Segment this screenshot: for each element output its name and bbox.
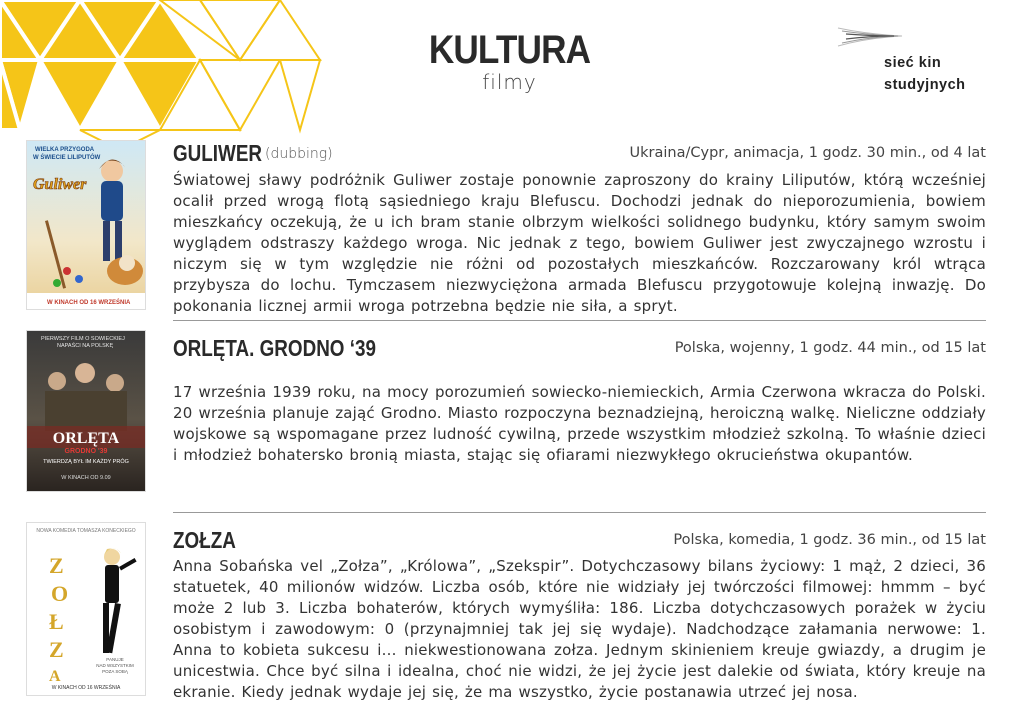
svg-text:GRODNO '39: GRODNO '39 — [64, 448, 108, 455]
svg-text:PANUJE: PANUJE — [106, 657, 124, 662]
svg-text:W KINACH OD 16 WRZEŚNIA: W KINACH OD 16 WRZEŚNIA — [47, 300, 131, 306]
svg-text:WIELKA PRZYGODA: WIELKA PRZYGODA — [35, 147, 95, 153]
poster-guliwer — [26, 140, 146, 310]
film-meta: Ukraina/Cypr, animacja, 1 godz. 30 min., od 4 lat — [629, 145, 986, 161]
film-description: Anna Sobańska vel „Zołza”, „Królowa”, „Szekspir”. Dotychczasowy bilans życiowy: 1 mąż, 2 dzieci, 36 statuetek, 40 milionów widzów. Liczba osób, które nie widziały jej twórczości filmowej: hmmm – być może 2 lub 3. Liczba bohaterów, których wymyśliła: 186. Liczba dotychczasowych porażek w życiu osobistym i zawodowym: 0 (przynajmniej tak jej się wydaje). Nadchodzące załamania nerwowe: 1. Anna to kobieta sukcesu i... niekwestionowana zołza. Jednym skinieniem kreuje gwiazdy, a drugim je unicestwia. Chce być silna i idealna, choć nie widzi, że jej życie jest dalekie od świata, który kreuje na ekranie. Kiedy jednak wydaje jej się, że ma wszystko, życie postanawia utrzeć jej nosa. — [173, 557, 986, 701]
poster-orleta — [26, 330, 146, 492]
divider — [173, 320, 986, 321]
film-header-orleta — [173, 335, 986, 363]
svg-text:TWIERDZĄ BYŁ IM KAŻDY PRÓG: TWIERDZĄ BYŁ IM KAŻDY PRÓG — [43, 459, 129, 465]
film-title: GULIWER — [173, 140, 263, 166]
film-description: Światowej sławy podróżnik Guliwer zostaje ponownie zaproszony do krainy Liliputów, którą wcześniej ocalił przed wrogą flotą sąsiedniego kraju Blefuscu. Dochodzi jednak do nieporozumienia, bowiem mieszkańcy oczekują, że u ich bram stanie olbrzym wielkości solidnego budynku, który samym swoim wyglądem odstraszy każdego wroga. Nic jednak z tego, bowiem Guliwer jest zwyczajnego wzrostu i niczym się w tym względzie nie różni od pozostałych mieszkańców. Rozczarowany król wtrąca przybysza do lochu. Tymczasem niezwyciężona armada Blefuscu przygotowuje kolejną inwazję. Do pokonania licznej armii wroga potrzebna będzie nie siła, a spryt. — [173, 171, 986, 315]
svg-text:Z: Z — [49, 637, 64, 662]
logo-line-2: studyjnych — [884, 77, 966, 93]
logo-line-1: sieć kin — [884, 55, 942, 71]
svg-text:PIERWSZY FILM O SOWIECKIEJ: PIERWSZY FILM O SOWIECKIEJ — [41, 336, 125, 342]
svg-text:NOWA KOMEDIA TOMASZA KONECKIEG: NOWA KOMEDIA TOMASZA KONECKIEGO — [36, 528, 136, 534]
svg-text:W KINACH OD 16 WRZEŚNIA: W KINACH OD 16 WRZEŚNIA — [51, 685, 121, 691]
film-description: 17 września 1939 roku, na mocy porozumień sowiecko-niemieckich, Armia Czerwona wkracza do Polski. 20 września planuje zająć Grodno. Miasto rozpoczyna beznadziejną, heroiczną walkę. Nieliczne oddziały wojskowe są wspomagane przez ludność cywilną, przede wszystkim młodzież szkolną. To właśnie dzieci i młodzież bohatersko bronią miasta, stając się ofiarami niezwykłego okrucieństwa okupantów. — [173, 383, 986, 464]
svg-text:POZA SOBĄ: POZA SOBĄ — [102, 669, 128, 674]
svg-text:A: A — [49, 668, 61, 685]
svg-text:ORLĘTA: ORLĘTA — [52, 430, 120, 447]
film-meta: Polska, wojenny, 1 godz. 44 min., od 15 lat — [674, 340, 986, 356]
svg-text:Guliwer: Guliwer — [33, 176, 87, 193]
page-subtitle: filmy — [482, 70, 537, 94]
page-title: KULTURA — [428, 28, 591, 72]
film-title: ZOŁZA — [173, 527, 236, 553]
poster-zolza — [26, 522, 146, 696]
film-header-guliwer — [173, 140, 986, 168]
svg-text:W KINACH OD 9.09: W KINACH OD 9.09 — [61, 475, 111, 481]
svg-text:O: O — [51, 581, 69, 606]
divider — [173, 512, 986, 513]
svg-text:W ŚWIECIE LILIPUTÓW: W ŚWIECIE LILIPUTÓW — [33, 155, 101, 161]
logo-wave-icon — [836, 26, 906, 50]
siec-kin-studyjnych-logo — [836, 26, 986, 101]
film-header-zolza — [173, 527, 986, 555]
svg-text:Ł: Ł — [49, 609, 64, 634]
svg-text:Z: Z — [49, 553, 64, 578]
film-title: ORLĘTA. GRODNO ‘39 — [173, 335, 376, 361]
svg-text:NAPAŚCI NA POLSKĘ: NAPAŚCI NA POLSKĘ — [57, 343, 114, 349]
film-note: (dubbing) — [265, 146, 333, 162]
film-meta: Polska, komedia, 1 godz. 36 min., od 15 lat — [673, 532, 986, 548]
svg-text:NAD WSZYSTKIM: NAD WSZYSTKIM — [96, 663, 134, 668]
